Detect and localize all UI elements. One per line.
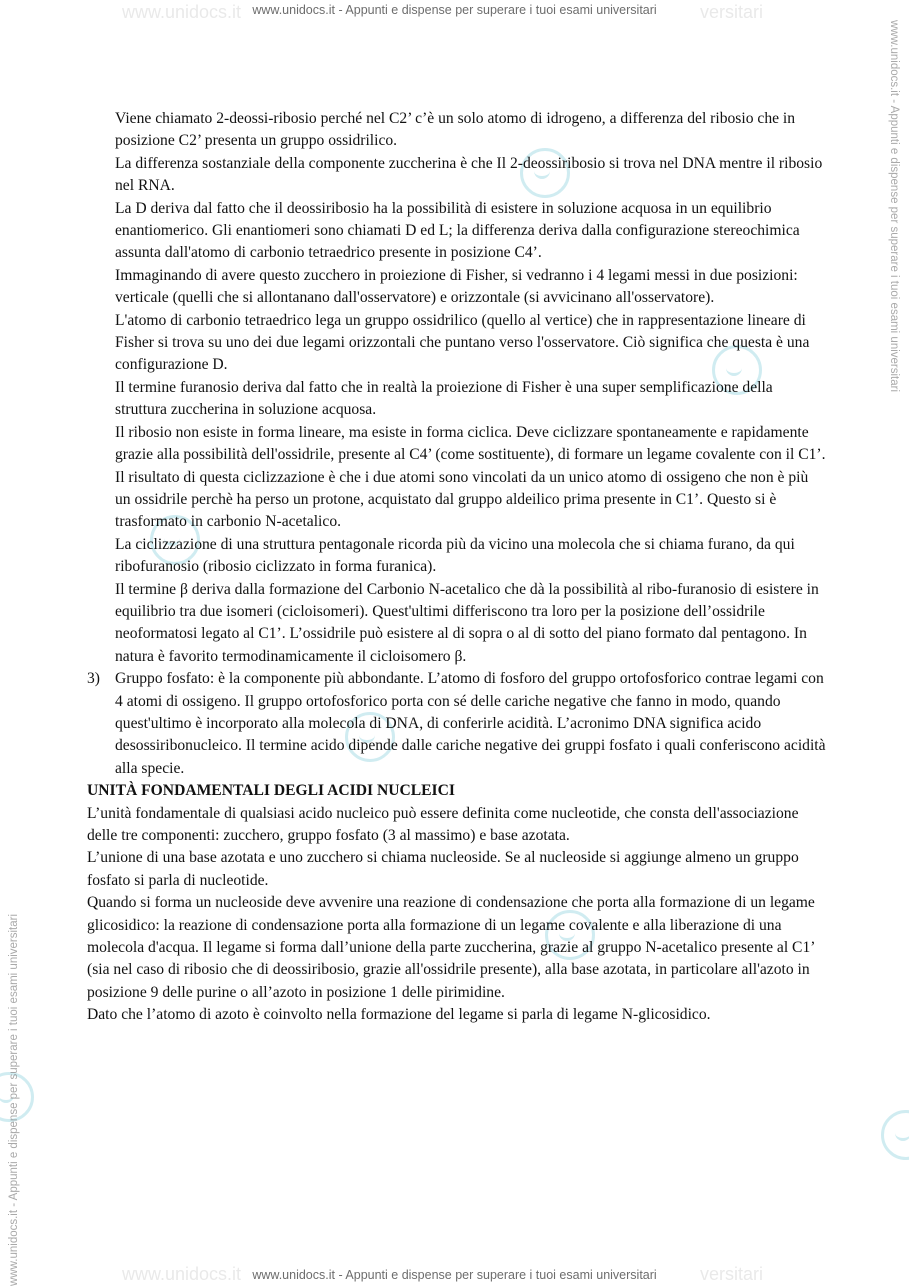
document-body bbox=[87, 108, 827, 1027]
list-item-number: 3) bbox=[87, 670, 100, 688]
watermark-logo-icon bbox=[881, 1110, 909, 1160]
paragraph: Il termine furanosio deriva dal fatto che in realtà la proiezione di Fisher è una super semplificazione della struttura zuccherina in soluzione acquosa. bbox=[115, 378, 773, 419]
list-item bbox=[87, 668, 827, 780]
list-item-text: Gruppo fosfato: è la componente più abbondante. L’atomo di fosforo del gruppo ortofosforico contrae legami con 4 atomi di ossigeno. Il gruppo ortofosforico porta con sé delle cariche negative che fanno in modo, quando quest'ultimo è incorporato alla molecola di DNA, di conferirle acidità. L’acronimo DNA significa acido desossiribonucleico. Il termine acido dipende dalle cariche negative dei gruppi fosfato i quali conferiscono acidità alla specie. bbox=[115, 670, 826, 777]
paragraph: Quando si forma un nucleoside deve avvenire una reazione di condensazione che porta alla formazione di un legame glicosidico: la reazione di condensazione porta alla formazione di un legame covalente e alla liberazione di una molecola d'acqua. Il legame si forma dall’unione della parte zuccherina, grazie al gruppo N-acetalico presente al C1’ (sia nel caso di ribosio che di deossiribosio, grazie all'ossidrile presente), alla base azotata, in particolare all'azoto in posizione 9 delle purine o all’azoto in posizione 1 delle pirimidine. bbox=[87, 894, 815, 1001]
page-footer-banner: www.unidocs.it - Appunti e dispense per superare i tuoi esami universitari bbox=[252, 1268, 657, 1282]
paragraph: Il ribosio non esiste in forma lineare, ma esiste in forma ciclica. Deve ciclizzare spontaneamente e rapidamente grazie alla possibilità dell'ossidrile, presente al C4’ (come sostituente), di formare un legame covalente con il C1’. Il risultato di questa ciclizzazione è che i due atomi sono vincolati da un unico atomo di ossigeno che non è più un ossidrile perchè ha perso un protone, acquistato dal gruppo aldeilico prima presente in C1’. Questo si è trasformato in carbonio N-acetalico. bbox=[115, 423, 826, 531]
paragraph: La ciclizzazione di una struttura pentagonale ricorda più da vicino una molecola che si chiama furano, da qui ribofuranosio (ribosio ciclizzato in forma furanica). bbox=[115, 535, 795, 576]
side-watermark-right: www.unidocs.it - Appunti e dispense per superare i tuoi esami universitari bbox=[888, 20, 900, 393]
paragraph: La D deriva dal fatto che il deossiribosio ha la possibilità di esistere in soluzione acquosa in un equilibrio enantiomerico. Gli enantiomeri sono chiamati D ed L; la differenza deriva dalla configurazione stereochimica assunta dall'atomo di carbonio tetraedrico presente in posizione C4’. bbox=[115, 199, 800, 262]
side-watermark-left: www.unidocs.it - Appunti e dispense per superare i tuoi esami universitari bbox=[8, 913, 20, 1286]
section-heading: UNITÀ FONDAMENTALI DEGLI ACIDI NUCLEICI bbox=[87, 782, 455, 800]
paragraph: Immaginando di avere questo zucchero in proiezione di Fisher, si vedranno i 4 legami messi in due posizioni: verticale (quelli che si allontanano dall'osservatore) e orizzontale (si avvicinano all'osservatore). bbox=[115, 266, 798, 307]
watermark-text: www.unidocs.it bbox=[122, 2, 242, 22]
watermark-text: www.unidocs.it bbox=[122, 1264, 242, 1284]
paragraph: L’unione di una base azotata e uno zucchero si chiama nucleoside. Se al nucleoside si aggiunge almeno un gruppo fosfato si parla di nucleotide. bbox=[87, 849, 799, 889]
paragraph: L'atomo di carbonio tetraedrico lega un gruppo ossidrilico (quello al vertice) che in rappresentazione lineare di Fisher si trova su uno dei due legami orizzontali che puntano verso l'osservatore. Ciò significa che questa è una configurazione D. bbox=[115, 311, 810, 374]
watermark-text: versitari bbox=[700, 1264, 764, 1284]
paragraph: L’unità fondamentale di qualsiasi acido nucleico può essere definita come nucleotide, che consta dell'associazione delle tre componenti: zucchero, gruppo fosfato (3 al massimo) e base azotata. bbox=[87, 804, 799, 844]
watermark-text: versitari bbox=[700, 2, 764, 22]
paragraph: Il termine β deriva dalla formazione del Carbonio N-acetalico che dà la possibilità al ribo-furanosio di esistere in equilibrio tra due isomeri (cicloisomeri). Quest'ultimi differiscono tra loro per la posizione dell’ossidrile neoformatosi legato al C1’. L’ossidrile può esistere al di sopra o al di sotto del piano formato dal pentagono. In natura è favorito termodinamicamente il cicloisomero β. bbox=[115, 580, 819, 665]
paragraph: Dato che l’atomo di azoto è coinvolto nella formazione del legame si parla di legame N-glicosidico. bbox=[87, 1006, 711, 1024]
page-header-banner: www.unidocs.it - Appunti e dispense per superare i tuoi esami universitari bbox=[252, 3, 657, 17]
paragraph: Viene chiamato 2-deossi-ribosio perché nel C2’ c’è un solo atomo di idrogeno, a differenza del ribosio che in posizione C2’ presenta un gruppo ossidrilico. bbox=[115, 110, 796, 150]
paragraph: La differenza sostanziale della componente zuccherina è che Il 2-deossiribosio si trova nel DNA mentre il ribosio nel RNA. bbox=[115, 154, 823, 195]
